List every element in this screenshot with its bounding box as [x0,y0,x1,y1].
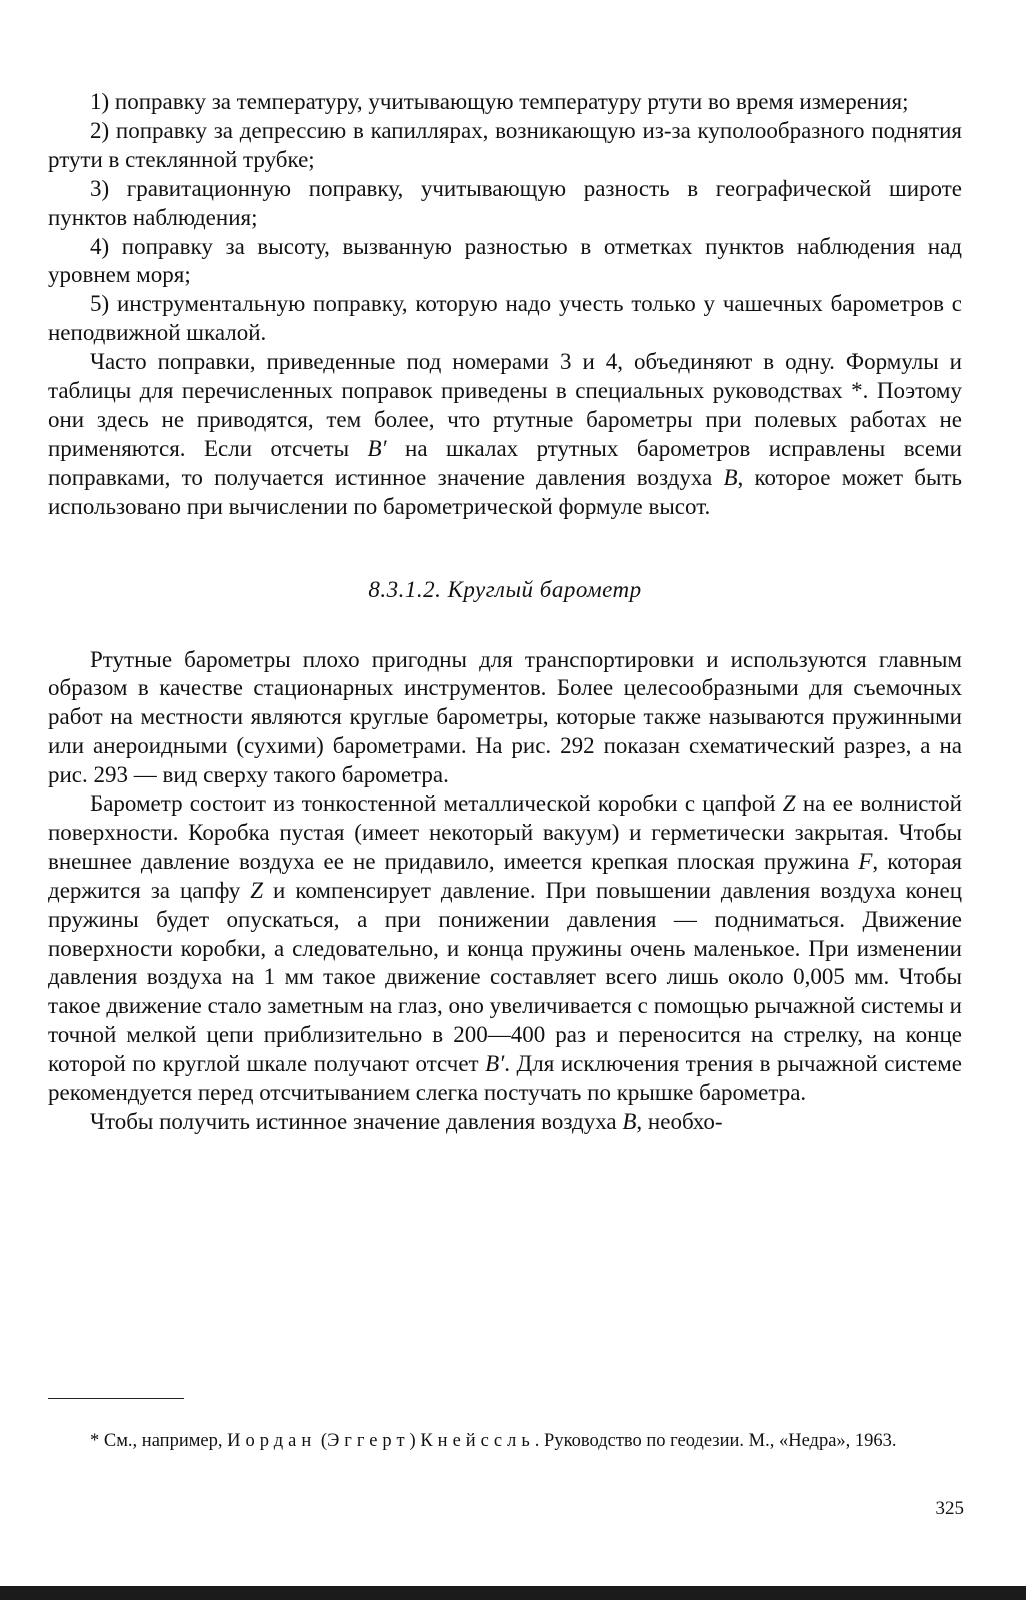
footnote-author: Эггерт [327,1431,410,1451]
text-run: Чтобы получить истинное значение давления воздуха [90,1109,623,1134]
section-heading: 8.3.1.2. Круглый барометр [368,576,642,602]
variable-z: Z [782,791,796,817]
page-number: 325 [935,1498,964,1519]
text-run: ) [409,1431,421,1451]
text-run: и компенсирует давление. При повышении давления воздуха конец пружины будет опускаться, а при понижении давления — подниматься. Движение поверхности коробки, а следовательно, и конца пружины очень маленькое. При изменении давления воздуха на 1 мм такое движение составляет всего лишь около 0,005 мм. Чтобы такое движение стало заметным на глаз, оно увеличивается с помощью рычажной системы и точной мелкой цепи приблизительно в 200—400 раз и переносится на стрелку, на конце которой по круглой шкале получают отсчет [48,877,962,1077]
scan-edge-band [0,1586,1026,1600]
text-run: . Для исключения трения в рычажной системе рекомендуется перед отсчитыванием слегка постучать по крышке барометра. [48,1051,963,1106]
text-run: , которое может быть использовано при вычислении по барометрической формуле высот. [48,464,962,519]
list-item-correction-4: 4) поправку за высоту, вызванную разностью в отметках пунктов наблюдения над уровнем моря; [48,233,962,288]
text-run: Часто поправки, приведенные под номерами 3 и 4, объединяют в одну. Формулы и таблицы для перечисленных поправок приведены в специальных руководствах *. Поэтому они здесь не приводятся, тем более, что ртутные барометры при полевых работах не применяются. Если отсчеты [48,349,962,461]
list-item-correction-1: 1) поправку за температуру, учитывающую температуру ртути во время измерения; [90,89,909,114]
paragraph-round-barometer-intro: Ртутные барометры плохо пригодны для транспортировки и используются главным образом в качестве стационарных инструментов. Более целесообразными для съемочных работ на местности являются круглые барометры, которые также называются пружинными или анероидными (сухими) барометрами. На рис. 292 показан схематический разрез, а на рис. 293 — вид сверху такого барометра. [48,646,962,788]
variable-b: B [622,1109,637,1134]
variable-f: F [858,848,873,874]
list-item-correction-2: 2) поправку за депрессию в капиллярах, возникающую из-за куполообразного поднятия ртути в стеклянной трубке; [48,117,962,172]
footnote-author: Иордан [227,1431,317,1451]
text-run: * См., например, [90,1431,228,1451]
paragraph-round-barometer-construction [48,790,962,1108]
footnote-author: Кнейссль [420,1431,535,1451]
paragraph-true-pressure [48,1108,962,1137]
variable-b-prime: B′ [367,435,387,461]
page-body [48,88,962,1137]
list-item-correction-3: 3) гравитационную поправку, учитывающую разность в географической широте пунктов наблюдения; [48,175,962,230]
text-run: , которая держится за цапфу [48,848,963,903]
text-run: . Руководство по геодезии. М., «Недра», 1963. [534,1431,897,1451]
variable-b-prime: B′ [485,1051,505,1077]
list-item-correction-5: 5) инструментальную поправку, которую надо учесть только у чашечных барометров с неподвижной шкалой. [48,291,962,346]
text-run: ( [316,1431,328,1451]
text-run: Барометр состоит из тонкостенной металлической коробки с цапфой [90,791,783,817]
footnote [48,1429,962,1453]
text-run: , необхо- [636,1109,723,1134]
text-run: на ее волнистой поверхности. Коробка пустая (имеет некоторый вакуум) и герметически закрытая. Чтобы внешнее давление воздуха ее не придавило, имеется крепкая плоская пружина [48,791,962,874]
footnote-divider [48,1398,184,1399]
text-run: на шкалах ртутных барометров исправлены всеми поправками, то получается истинное значение давления воздуха [48,435,962,490]
paragraph-corrections-summary [48,348,962,521]
variable-z: Z [250,877,264,903]
variable-b: B [723,464,738,490]
